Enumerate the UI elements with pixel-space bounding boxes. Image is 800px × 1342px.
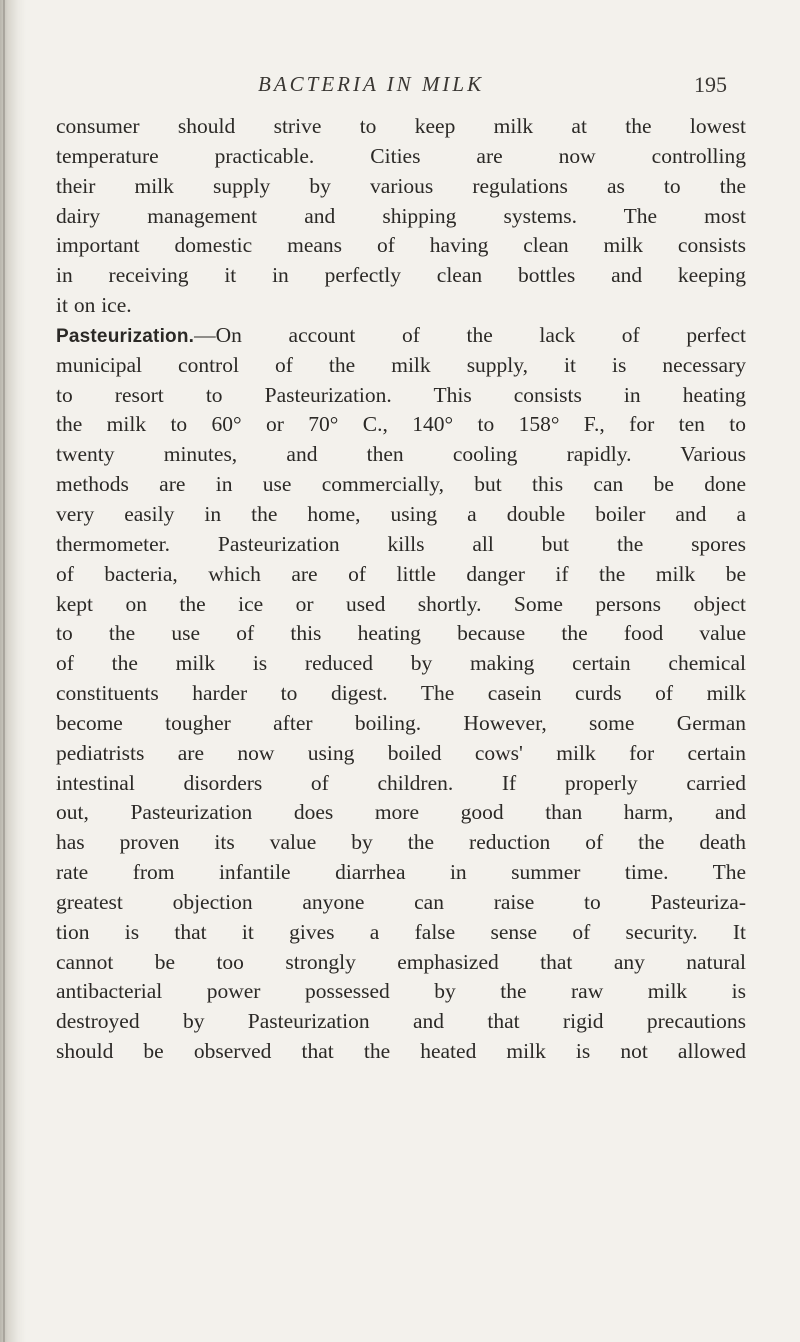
text-line: intestinal disorders of children. If properly carried bbox=[56, 770, 746, 795]
text-line: destroyed by Pasteurization and that rigid precautions bbox=[56, 1009, 746, 1034]
text-line: to the use of this heating because the food value bbox=[56, 621, 746, 646]
text-line: temperature practicable. Cities are now controlling bbox=[56, 143, 746, 168]
text-line: pediatrists are now using boiled cows' milk for certain bbox=[56, 740, 746, 765]
text-line: should be observed that the heated milk is not allowed bbox=[56, 1039, 746, 1064]
text-line: very easily in the home, using a double boiler and a bbox=[56, 501, 746, 526]
paragraph-milk-handling bbox=[56, 112, 746, 321]
text-line: twenty minutes, and then cooling rapidly. Various bbox=[56, 442, 746, 467]
text-line: their milk supply by various regulations as to the bbox=[56, 173, 746, 198]
page-header bbox=[0, 72, 800, 102]
text-line: thermometer. Pasteurization kills all but the spores bbox=[56, 531, 746, 556]
text-line: consumer should strive to keep milk at the lowest bbox=[56, 114, 746, 138]
section-heading: Pasteurization. bbox=[56, 325, 195, 347]
text-line: in receiving it in perfectly clean bottles and keeping bbox=[56, 263, 746, 288]
page-number: 195 bbox=[694, 72, 727, 97]
text-line: kept on the ice or used shortly. Some persons object bbox=[56, 591, 746, 616]
text-line: rate from infantile diarrhea in summer time. The bbox=[56, 860, 746, 885]
heading-line-text: —On account of the lack of perfect bbox=[194, 322, 746, 347]
paragraph-first-line bbox=[56, 321, 746, 351]
text-line: of the milk is reduced by making certain chemical bbox=[56, 651, 746, 676]
running-title: BACTERIA IN MILK bbox=[258, 72, 485, 96]
text-line: tion is that it gives a false sense of security. It bbox=[56, 919, 746, 944]
body-text bbox=[56, 112, 746, 1067]
text-line: cannot be too strongly emphasized that any natural bbox=[56, 949, 746, 974]
page-binding-edge bbox=[3, 0, 5, 1342]
text-line: methods are in use commercially, but this can be done bbox=[56, 472, 746, 497]
paragraph-pasteurization bbox=[56, 321, 746, 1067]
text-line: constituents harder to digest. The casein curds of milk bbox=[56, 681, 746, 706]
text-line: has proven its value by the reduction of the death bbox=[56, 830, 746, 855]
text-line: the milk to 60° or 70° C., 140° to 158° F., for ten to bbox=[56, 412, 746, 437]
text-line: become tougher after boiling. However, some German bbox=[56, 710, 746, 735]
text-line: to resort to Pasteurization. This consists in heating bbox=[56, 382, 746, 407]
text-line: municipal control of the milk supply, it is necessary bbox=[56, 352, 746, 377]
text-line: dairy management and shipping systems. The most bbox=[56, 203, 746, 228]
text-line: it on ice. bbox=[56, 293, 132, 318]
text-line: antibacterial power possessed by the raw milk is bbox=[56, 979, 746, 1004]
text-line: important domestic means of having clean milk consists bbox=[56, 233, 746, 258]
text-line: out, Pasteurization does more good than harm, and bbox=[56, 800, 746, 825]
text-line: greatest objection anyone can raise to Pasteuriza- bbox=[56, 889, 746, 914]
text-line: of bacteria, which are of little danger if the milk be bbox=[56, 561, 746, 586]
